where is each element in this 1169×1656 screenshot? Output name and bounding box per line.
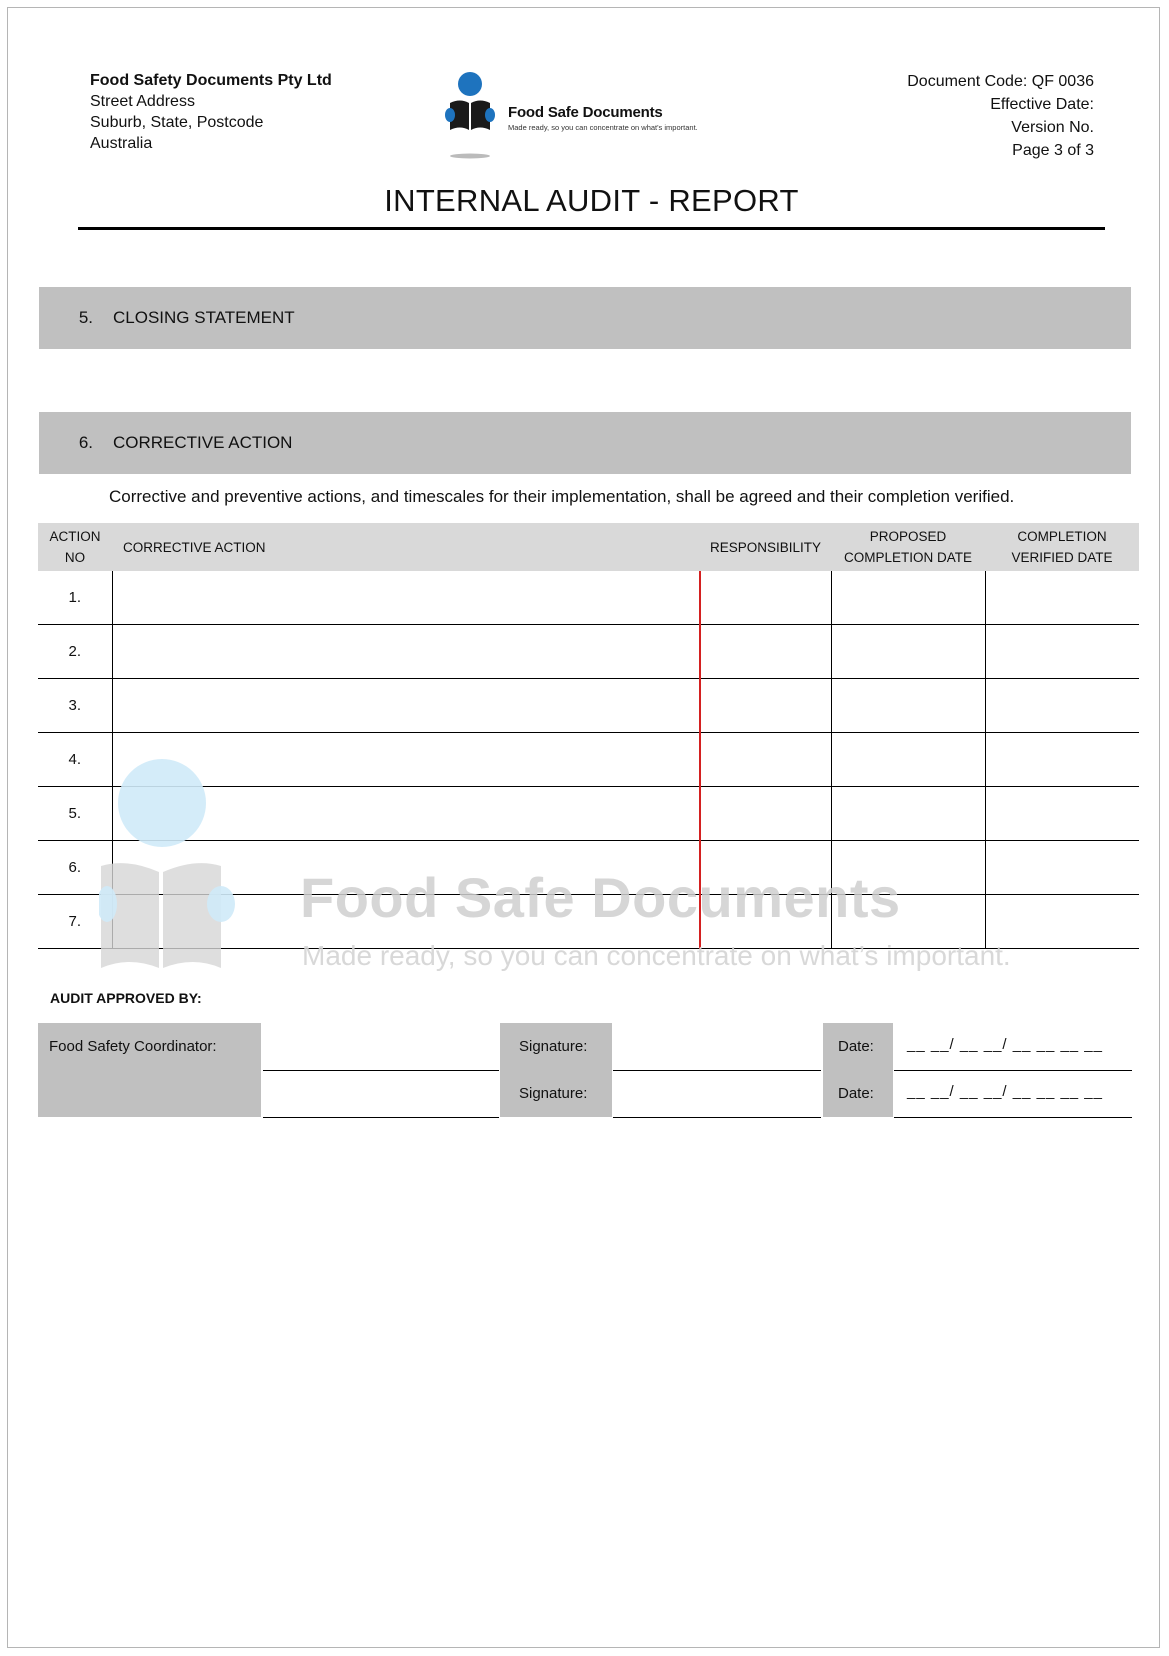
company-logo bbox=[440, 70, 740, 160]
proposed-date-cell[interactable] bbox=[831, 679, 985, 733]
table-row bbox=[38, 733, 1139, 787]
company-address bbox=[90, 70, 332, 154]
corrective-action-intro: Corrective and preventive actions, and timescales for their implementation, shall be agreed and their completion verified. bbox=[109, 487, 1015, 506]
country: Australia bbox=[90, 135, 153, 152]
header-verified-date: COMPLETION VERIFIED DATE bbox=[985, 523, 1139, 571]
verified-date-cell[interactable] bbox=[985, 841, 1139, 895]
document-code: Document Code: QF 0036 bbox=[907, 73, 1094, 90]
verified-date-cell[interactable] bbox=[985, 679, 1139, 733]
signature-label-1: Signature: bbox=[519, 1038, 588, 1055]
section-number: 5. bbox=[78, 308, 93, 327]
proposed-date-cell[interactable] bbox=[831, 625, 985, 679]
coordinator-label-cell bbox=[38, 1023, 261, 1117]
date-field-1[interactable]: __ __/ __ __/ __ __ __ __ bbox=[907, 1036, 1103, 1053]
verified-date-cell[interactable] bbox=[985, 733, 1139, 787]
responsibility-cell[interactable] bbox=[700, 733, 831, 787]
date-line-2 bbox=[894, 1117, 1132, 1118]
date-label-2: Date: bbox=[838, 1085, 874, 1102]
corrective-action-cell[interactable] bbox=[112, 571, 700, 625]
table-row bbox=[38, 679, 1139, 733]
header-proposed-date: PROPOSED COMPLETION DATE bbox=[831, 523, 985, 571]
date-line-1 bbox=[894, 1070, 1132, 1071]
signature-line-1[interactable] bbox=[613, 1070, 821, 1071]
reader-icon bbox=[440, 70, 500, 160]
page-title: INTERNAL AUDIT - REPORT bbox=[384, 183, 799, 218]
row-number: 2. bbox=[38, 625, 112, 679]
coordinator-label: Food Safety Coordinator: bbox=[49, 1038, 217, 1055]
logo-name: Food Safe Documents bbox=[508, 104, 663, 121]
approval-heading: AUDIT APPROVED BY: bbox=[50, 990, 202, 1006]
responsibility-cell[interactable] bbox=[700, 571, 831, 625]
section-closing-statement bbox=[39, 287, 1131, 349]
row-number: 6. bbox=[38, 841, 112, 895]
verified-date-cell[interactable] bbox=[985, 787, 1139, 841]
responsibility-cell[interactable] bbox=[700, 787, 831, 841]
document-info bbox=[907, 70, 1094, 162]
verified-date-cell[interactable] bbox=[985, 571, 1139, 625]
watermark-name: Food Safe Documents bbox=[300, 866, 901, 929]
proposed-date-cell[interactable] bbox=[831, 733, 985, 787]
row-number: 7. bbox=[38, 895, 112, 949]
page-number: Page 3 of 3 bbox=[1012, 142, 1094, 159]
corrective-action-cell[interactable] bbox=[112, 625, 700, 679]
section-title: CLOSING STATEMENT bbox=[113, 308, 295, 327]
table-header-row bbox=[38, 523, 1139, 571]
table-row bbox=[38, 571, 1139, 625]
corrective-action-cell[interactable] bbox=[112, 733, 700, 787]
header-responsibility: RESPONSIBILITY bbox=[700, 523, 831, 571]
date-label-1: Date: bbox=[838, 1038, 874, 1055]
corrective-action-cell[interactable] bbox=[112, 679, 700, 733]
section-number: 6. bbox=[78, 433, 93, 452]
row-number: 1. bbox=[38, 571, 112, 625]
responsibility-cell[interactable] bbox=[700, 679, 831, 733]
coordinator-name-line-2[interactable] bbox=[263, 1117, 499, 1118]
company-name: Food Safety Documents Pty Ltd bbox=[90, 72, 332, 89]
proposed-date-cell[interactable] bbox=[831, 787, 985, 841]
watermark-book-icon bbox=[99, 860, 239, 980]
effective-date: Effective Date: bbox=[990, 96, 1094, 113]
row-number: 4. bbox=[38, 733, 112, 787]
street-address: Street Address bbox=[90, 93, 195, 110]
coordinator-name-line-1[interactable] bbox=[263, 1070, 499, 1071]
table-row bbox=[38, 625, 1139, 679]
signature-line-2[interactable] bbox=[613, 1117, 821, 1118]
row-number: 3. bbox=[38, 679, 112, 733]
header-action-no: ACTION NO bbox=[38, 523, 112, 571]
proposed-date-cell[interactable] bbox=[831, 571, 985, 625]
date-field-2[interactable]: __ __/ __ __/ __ __ __ __ bbox=[907, 1083, 1103, 1100]
watermark-circle bbox=[118, 759, 206, 847]
logo-tagline: Made ready, so you can concentrate on what's important. bbox=[508, 123, 698, 132]
signature-label-2: Signature: bbox=[519, 1085, 588, 1102]
header-corrective-action: CORRECTIVE ACTION bbox=[112, 523, 700, 571]
row-number: 5. bbox=[38, 787, 112, 841]
section-title: CORRECTIVE ACTION bbox=[113, 433, 293, 452]
verified-date-cell[interactable] bbox=[985, 625, 1139, 679]
section-corrective-action bbox=[39, 412, 1131, 474]
responsibility-cell[interactable] bbox=[700, 625, 831, 679]
title-divider bbox=[78, 227, 1105, 230]
watermark-tagline: Made ready, so you can concentrate on what’s important. bbox=[302, 940, 1011, 971]
suburb-line: Suburb, State, Postcode bbox=[90, 114, 264, 131]
version-number: Version No. bbox=[1011, 119, 1094, 136]
